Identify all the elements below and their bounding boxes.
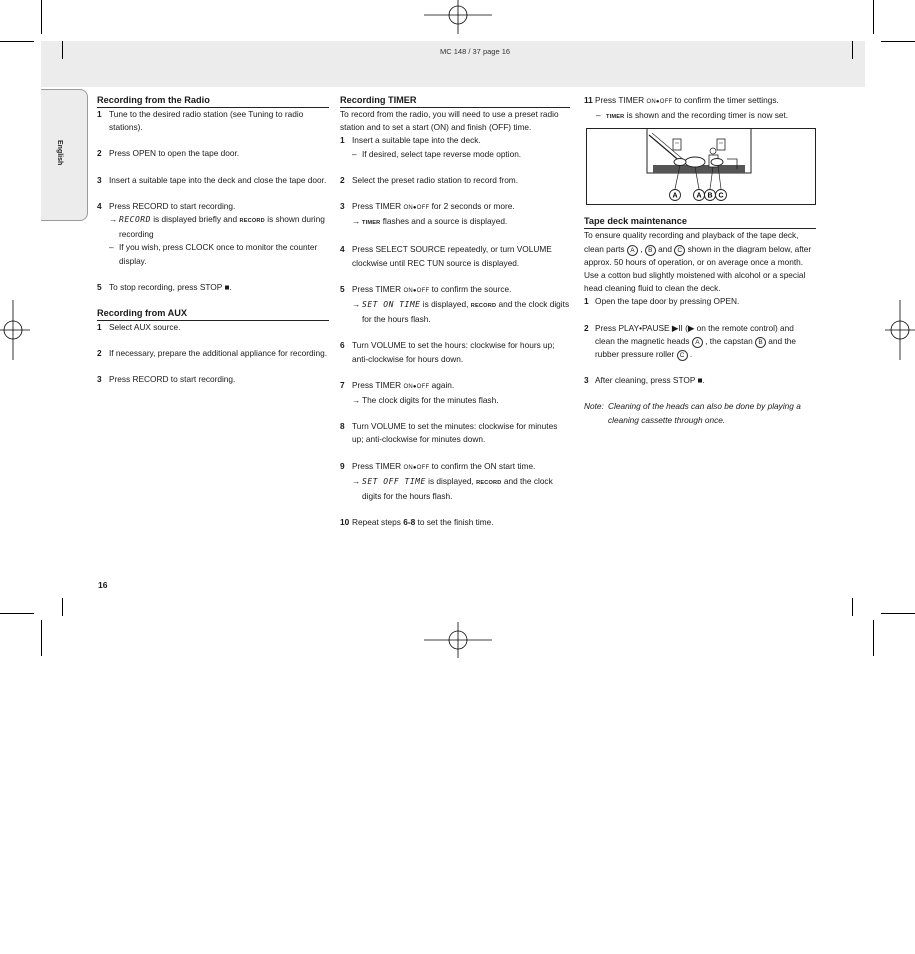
step-text: If necessary, prepare the additional appliance for recording. <box>109 348 327 359</box>
sub-item <box>340 298 570 326</box>
step-item <box>340 243 570 269</box>
step-text: Insert a suitable tape into the deck and close the tape door. <box>109 174 327 185</box>
step-text: and the rubber pressure roller <box>595 335 796 360</box>
step-item <box>340 283 570 298</box>
display-indicator: TIMER <box>606 114 625 121</box>
step-number: 8 <box>340 421 345 432</box>
step-item <box>340 420 570 446</box>
crop-mark <box>0 613 34 614</box>
timer-key-label: ON●OFF <box>646 99 673 105</box>
crop-mark <box>852 598 853 616</box>
step-number: 1 <box>97 322 102 333</box>
step-text: Press RECORD to start recording. <box>109 200 236 211</box>
dash-icon: – <box>109 242 114 253</box>
note-text: Cleaning of the heads can also be done by playing a cleaning cassette through once. <box>608 401 801 425</box>
step-item <box>340 379 570 394</box>
language-tab <box>41 89 88 221</box>
part-c-marker: C <box>677 350 688 361</box>
step-item <box>340 200 570 215</box>
step-text: Press TIMER <box>352 379 404 390</box>
registration-mark-icon <box>424 622 492 658</box>
arrow-icon: → <box>352 216 361 227</box>
step-text: Press SELECT SOURCE repeatedly, or turn VOLUME clockwise until REC TUN source is displayed. <box>352 244 552 268</box>
sub-item <box>340 475 570 503</box>
registration-mark-icon <box>885 300 915 360</box>
crop-mark <box>873 0 874 34</box>
sub-text: If desired, select tape reverse mode option. <box>362 148 522 159</box>
step-item <box>97 108 329 134</box>
label-b: B <box>707 193 713 201</box>
crop-mark <box>0 41 34 42</box>
display-indicator: RECORD <box>470 303 497 310</box>
section-title-timer: Recording TIMER <box>340 94 570 108</box>
step-number: 3 <box>340 201 345 212</box>
step-text: Repeat steps <box>352 517 404 528</box>
step-text: Open the tape door by pressing OPEN. <box>595 296 740 307</box>
timer-key-label: ON●OFF <box>403 383 430 390</box>
part-a-marker: A <box>627 245 638 256</box>
sub-text: is shown and the recording timer is now set. <box>624 110 789 121</box>
step-number: 3 <box>97 174 102 185</box>
step-number: 2 <box>584 322 589 333</box>
step-text: Tune to the desired radio station (see Tuning to radio stations). <box>109 109 304 133</box>
crop-mark <box>852 41 853 59</box>
label-c: C <box>718 193 724 201</box>
sub-text: and the clock digits for the hours flash. <box>362 475 553 502</box>
arrow-icon: → <box>352 475 361 486</box>
step-range: 6-8 <box>403 517 416 528</box>
display-text: SET OFF TIME <box>362 476 426 486</box>
step-item <box>97 147 329 160</box>
sub-text: is shown during recording <box>119 214 325 240</box>
step-item <box>340 339 570 365</box>
step-text: again. <box>429 379 455 390</box>
step-item <box>584 374 816 387</box>
step-text: to confirm the source. <box>429 283 512 294</box>
step-number: 4 <box>340 244 345 255</box>
step-item <box>97 321 329 334</box>
timer-key-label: ON●OFF <box>403 287 430 294</box>
step-number: 5 <box>97 281 102 292</box>
sub-text: flashes and a source is displayed. <box>380 216 508 227</box>
step-text: Press PLAY•PAUSE ▶II (▶ on the remote control) and clean the magnetic heads <box>595 322 794 346</box>
step-number: 4 <box>97 200 102 211</box>
label-a: A <box>696 193 702 201</box>
registration-mark-icon <box>424 0 492 34</box>
step-number: 7 <box>340 379 345 390</box>
step-number: 2 <box>97 148 102 159</box>
sub-item <box>97 241 329 267</box>
registration-mark-icon <box>0 300 30 360</box>
step-number: 11 <box>584 95 593 105</box>
sub-text: is displayed, <box>425 475 477 486</box>
step-text: Press OPEN to open the tape door. <box>109 148 240 159</box>
crop-mark <box>62 41 63 59</box>
dash-icon: – <box>352 148 357 159</box>
step-text: Select AUX source. <box>109 322 181 333</box>
step-text: Press TIMER <box>352 460 404 471</box>
step-item <box>97 281 329 294</box>
step-text: for 2 seconds or more. <box>429 201 515 212</box>
part-b-marker: B <box>755 337 766 348</box>
step-text: To stop recording, press STOP ■. <box>109 281 232 292</box>
section-title-aux: Recording from AUX <box>97 307 329 321</box>
label-a: A <box>672 193 678 201</box>
step-number: 6 <box>340 340 345 351</box>
column-2 <box>340 94 570 529</box>
arrow-icon: → <box>352 395 361 406</box>
maintenance-intro <box>584 229 816 295</box>
sub-item <box>340 148 570 161</box>
column-1 <box>97 94 329 387</box>
step-text: Press TIMER <box>352 283 404 294</box>
language-tab-label: English <box>56 140 63 166</box>
display-text: SET ON TIME <box>362 300 421 310</box>
intro-paragraph: To record from the radio, you will need to use a preset radio station and to set a start (ON) and finish (OFF) time. <box>340 109 559 133</box>
step-item <box>97 174 329 187</box>
sub-text: The clock digits for the minutes flash. <box>362 395 499 406</box>
step-text: , the capstan <box>702 335 755 346</box>
sub-text: and the clock digits for the hours flash. <box>362 299 570 325</box>
separator-text: , <box>637 243 645 254</box>
note-label: Note: <box>584 401 604 412</box>
step-item <box>97 373 329 386</box>
arrow-icon: → <box>109 214 118 225</box>
step-text: Turn VOLUME to set the minutes: clockwise for minutes up; anti-clockwise for minutes down. <box>352 421 558 445</box>
part-b-marker: B <box>645 245 656 256</box>
step-number: 10 <box>340 517 350 528</box>
step-item <box>97 200 329 213</box>
step-text: After cleaning, press STOP ■. <box>595 375 705 386</box>
display-indicator: RECORD <box>476 479 502 486</box>
section-title-radio: Recording from the Radio <box>97 94 329 108</box>
step-text: . <box>687 349 693 360</box>
crop-mark <box>41 620 42 656</box>
display-indicator: TIMER <box>362 220 381 227</box>
sub-item <box>97 213 329 241</box>
tape-deck-illustration-icon <box>587 129 815 204</box>
step-text: Insert a suitable tape into the deck. <box>352 135 481 146</box>
dash-icon: – <box>596 110 601 121</box>
step-item <box>584 94 816 109</box>
page-header: MC 148 / 37 page 16 <box>440 47 511 56</box>
step-number: 1 <box>584 296 589 307</box>
step-number: 1 <box>340 135 345 146</box>
intro-text: To ensure quality recording and playback of the tape deck, clean parts <box>584 230 799 254</box>
step-number: 2 <box>97 348 102 359</box>
step-item <box>340 134 570 147</box>
separator-text: and <box>655 243 675 254</box>
sub-item <box>584 109 816 124</box>
step-text: Press TIMER <box>595 95 647 105</box>
timer-key-label: ON●OFF <box>403 205 430 212</box>
column-3 <box>584 94 816 427</box>
crop-mark <box>873 620 874 656</box>
crop-mark <box>41 0 42 34</box>
step-number: 5 <box>340 283 345 294</box>
step-text: Turn VOLUME to set the hours: clockwise for hours up; anti-clockwise for hours down. <box>352 340 555 364</box>
arrow-icon: → <box>352 299 361 310</box>
crop-mark <box>881 41 915 42</box>
tape-deck-diagram <box>586 128 816 205</box>
step-number: 1 <box>97 109 102 119</box>
page-number: 16 <box>98 580 108 590</box>
step-text: to confirm the ON start time. <box>429 460 536 471</box>
step-text: to set the finish time. <box>415 517 494 528</box>
step-number: 9 <box>340 460 345 471</box>
crop-mark <box>62 598 63 616</box>
part-a-marker: A <box>692 337 703 348</box>
sub-text: If you wish, press CLOCK once to monitor the counter display. <box>119 242 318 266</box>
crop-mark <box>881 613 915 614</box>
step-item <box>584 295 816 308</box>
step-item <box>97 347 329 360</box>
step-item <box>584 322 816 362</box>
step-number: 2 <box>340 174 345 185</box>
sub-text: is displayed briefly and <box>150 214 240 225</box>
display-indicator: RECORD <box>239 218 265 225</box>
step-item <box>340 174 570 187</box>
sub-item <box>340 394 570 407</box>
timer-key-label: ON●OFF <box>403 464 430 471</box>
part-c-marker: C <box>674 245 685 256</box>
step-text: Select the preset radio station to record from. <box>352 174 519 185</box>
step-text: Press RECORD to start recording. <box>109 374 236 385</box>
step-text: to confirm the timer settings. <box>672 95 779 105</box>
section-title-maintenance: Tape deck maintenance <box>584 215 816 229</box>
step-item <box>340 460 570 475</box>
intro-text: shown in the diagram below, after approx. 50 hours of operation, or on average once a month. Use a cotton bud slightly moistened with alcohol or a special head cleaning fluid to clean the deck. <box>584 243 812 294</box>
sub-item <box>340 215 570 230</box>
step-text: Press TIMER <box>352 201 404 212</box>
step-number: 3 <box>584 375 589 386</box>
sub-text: is displayed, <box>420 299 471 310</box>
step-item <box>340 516 570 529</box>
display-text: RECORD <box>119 215 151 225</box>
step-number: 3 <box>97 374 102 385</box>
note <box>584 400 816 426</box>
